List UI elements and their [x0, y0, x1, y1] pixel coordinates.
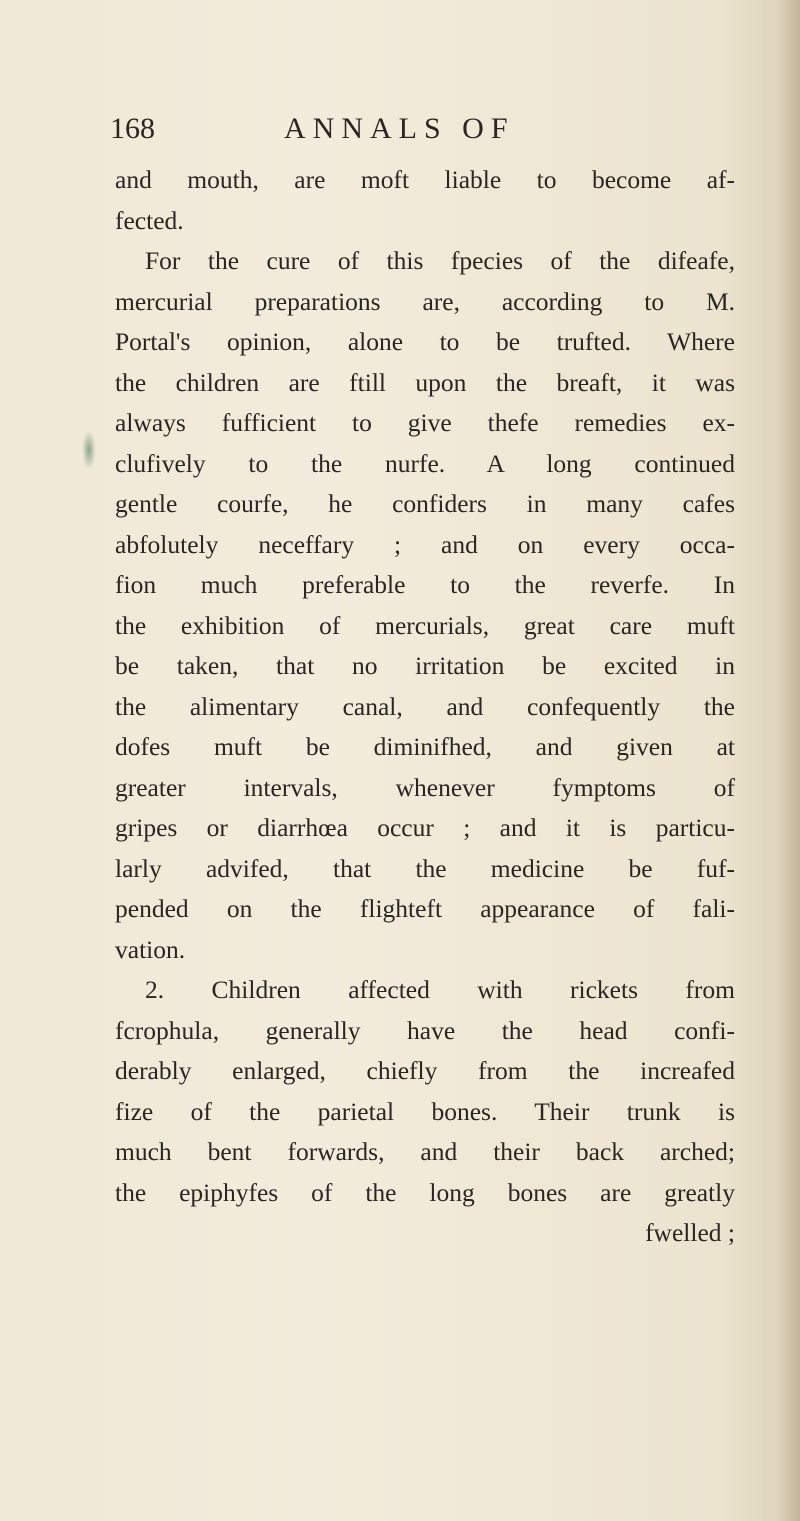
text-line: and mouth, are moft liable to become af- [115, 165, 735, 194]
text-line: gripes or diarrhœa occur ; and it is particu- [115, 813, 735, 842]
text-line: pended on the flighteft appearance of fali- [115, 894, 735, 923]
text-line: 2. Children affected with rickets from [145, 975, 735, 1004]
text-line: For the cure of this fpecies of the difeafe, [145, 246, 735, 275]
text-line: Portal's opinion, alone to be trufted. Where [115, 327, 735, 356]
text-line: vation. [115, 934, 186, 964]
text-line: larly advifed, that the medicine be fuf- [115, 853, 735, 883]
text-line: the exhibition of mercurials, great care muft [115, 610, 735, 640]
text-line: fize of the parietal bones. Their trunk is [115, 1096, 735, 1126]
text-line: always fufficient to give thefe remedies ex- [115, 408, 735, 437]
text-line: dofes muft be diminifhed, and given at [115, 732, 735, 761]
text-line: fected. [115, 205, 184, 235]
text-line: gentle courfe, he confiders in many cafes [115, 489, 735, 518]
page-number: 168 [110, 112, 155, 145]
body-text [115, 160, 735, 1254]
page-gutter-shadow [778, 0, 800, 1521]
text-line: abfolutely neceffary ; and on every occa- [115, 529, 735, 559]
running-head [110, 112, 710, 152]
text-line: mercurial preparations are, according to M. [115, 286, 735, 316]
text-line: the alimentary canal, and confequently the [115, 691, 735, 721]
text-line: the children are ftill upon the breaft, it was [115, 367, 735, 397]
text-line: the epiphyfes of the long bones are greatly [115, 1177, 735, 1207]
text-line: clufively to the nurfe. A long continued [115, 448, 735, 478]
text-line: greater intervals, whenever fymptoms of [115, 772, 735, 802]
text-line: be taken, that no irritation be excited in [115, 651, 735, 680]
ink-stain [82, 430, 96, 470]
text-line: fcrophula, generally have the head confi- [115, 1015, 735, 1045]
text-line: fion much preferable to the reverfe. In [115, 570, 735, 599]
text-line: derably enlarged, chiefly from the increafed [115, 1056, 735, 1085]
journal-title: ANNALS OF [284, 112, 515, 145]
catchword-line: fwelled ; [645, 1218, 735, 1247]
text-line: much bent forwards, and their back arched; [115, 1137, 735, 1166]
